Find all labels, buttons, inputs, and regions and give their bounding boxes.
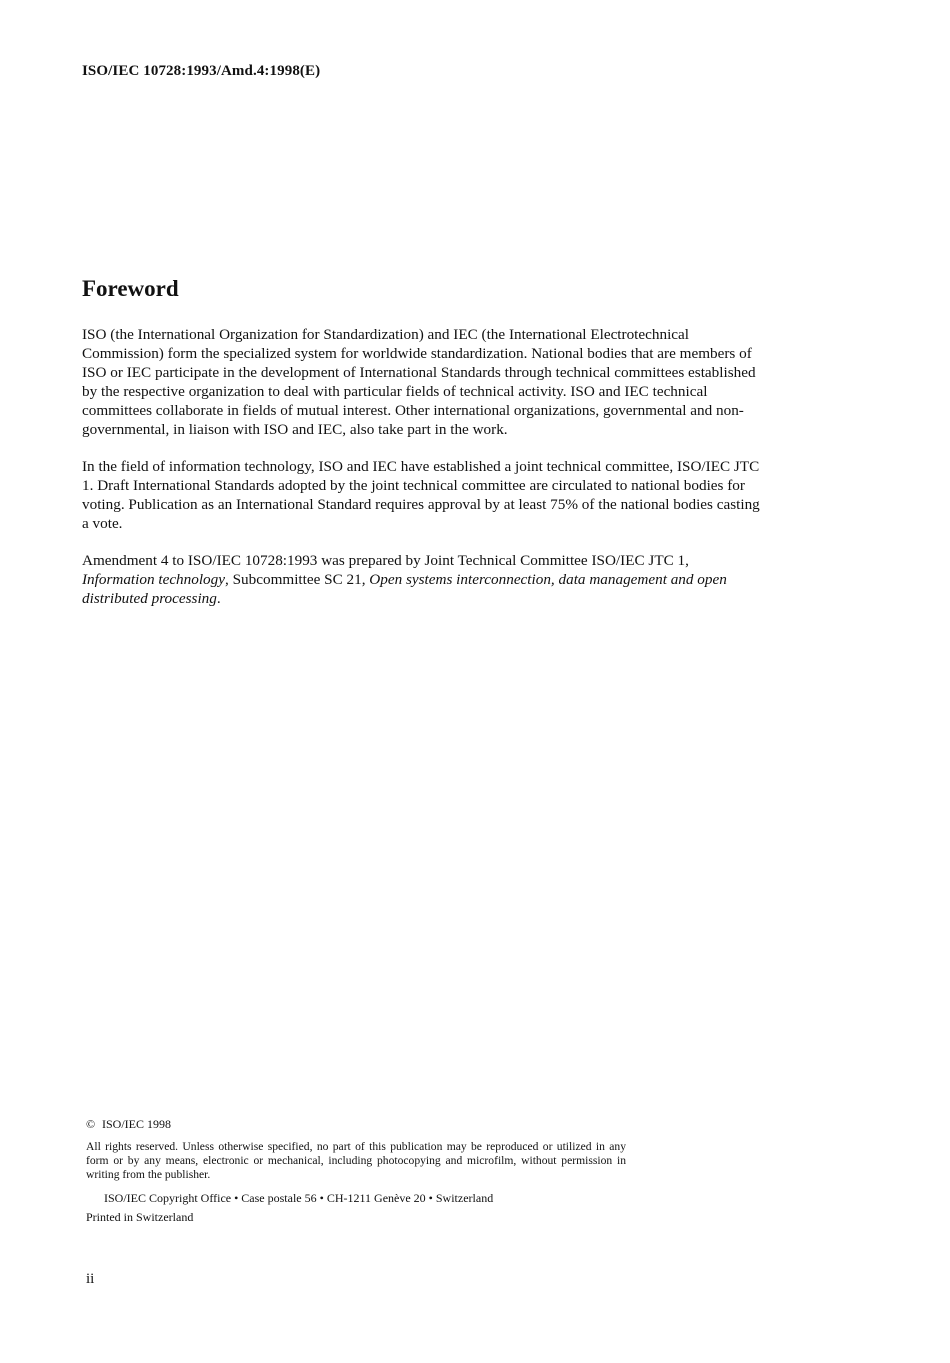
paragraph-jtc1: In the field of information technology, ISO and IEC have established a joint technical committee, ISO/IEC JTC 1. Draft International Standards adopted by the joint technical committee are circulated to national bodies for voting. Publication as an International Standard requires approval by at least 75% of the national bodies casting a vote. (82, 458, 760, 532)
copyright-icon: © (86, 1117, 96, 1131)
amendment-text-2: , Subcommittee SC 21, (225, 571, 370, 588)
amendment-text-1: Amendment 4 to ISO/IEC 10728:1993 was prepared by Joint Technical Committee ISO/IEC JTC 1, (82, 552, 689, 569)
copyright-holder: ISO/IEC 1998 (102, 1117, 171, 1131)
subcommittee-title: Open systems interconnection, data management and open distributed processing (82, 571, 727, 607)
foreword-body (82, 325, 762, 626)
page-title: Foreword (82, 276, 179, 301)
rights-statement: All rights reserved. Unless otherwise specified, no part of this publication may be reproduced or utilized in any form or by any means, electronic or mechanical, including photocopying and microfilm, without permission in writing from the publisher. (86, 1140, 626, 1181)
copyright-block (86, 1117, 626, 1225)
amendment-text-3: . (216, 590, 221, 607)
paragraph-organizations: ISO (the International Organization for Standardization) and IEC (the International Electrotechnical Commission) form the specialized system for worldwide standardization. National bodies that are members of ISO or IEC participate in the development of International Standards through technical committees established by the respective organization to deal with particular fields of technical activity. ISO and IEC technical committees collaborate in fields of mutual interest. Other international organizations, governmental and non-governmental, in liaison with ISO and IEC, also take part in the work. (82, 326, 756, 438)
copyright-line (86, 1117, 626, 1132)
running-header: ISO/IEC 10728:1993/Amd.4:1998(E) (82, 63, 321, 79)
page-number: ii (86, 1271, 95, 1287)
printed-in: Printed in Switzerland (86, 1210, 194, 1224)
paragraph-amendment (82, 551, 762, 608)
committee-title: Information technology (82, 571, 225, 588)
copyright-office-address: ISO/IEC Copyright Office • Case postale 56 • CH-1211 Genève 20 • Switzerland (104, 1191, 494, 1205)
